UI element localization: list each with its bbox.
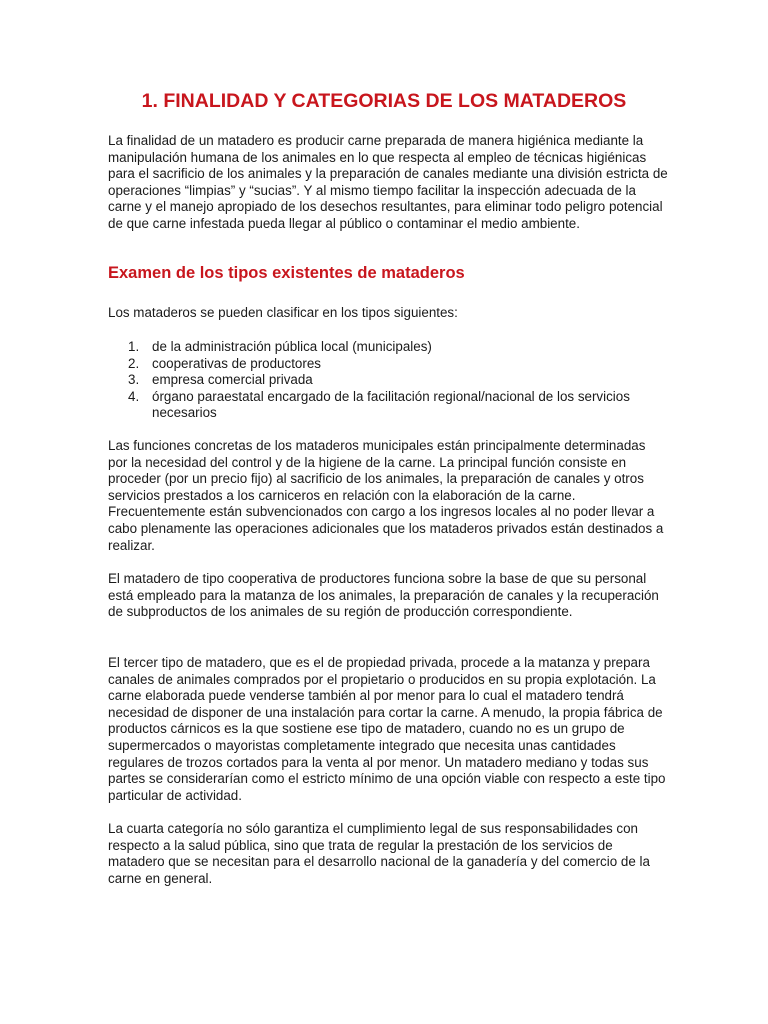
- list-item-number: 3.: [128, 372, 140, 388]
- list-intro: Los mataderos se pueden clasificar en los tipos siguientes:: [108, 305, 458, 320]
- cooperative-block: [108, 571, 668, 621]
- list-item: [108, 356, 668, 373]
- section-heading-block: [108, 264, 668, 283]
- paragraph-municipal: Las funciones concretas de los mataderos municipales están principalmente determinadas por la necesidad del control y de la higiene de la carne. La principal función consiste en proceder (por un precio fijo) al sacrificio de los animales, la preparación de canales y otros servicios prestados a los carniceros en relación con la elaboración de la carne. Frecuentemente están subvencionados con cargo a los ingresos locales al no poder llevar a cabo plenamente las operaciones adicionales que los mataderos privados están destinados a realizar.: [108, 438, 664, 553]
- list-item-text: cooperativas de productores: [152, 355, 321, 371]
- paragraph-parastatal: La cuarta categoría no sólo garantiza el cumplimiento legal de sus responsabilidades con respecto a la salud pública, sino que trata de regular la prestación de los servicios de matadero que se necesitan para el desarrollo nacional de la ganadería y del comercio de la carne en general.: [108, 821, 650, 886]
- paragraph-cooperative: El matadero de tipo cooperativa de productores funciona sobre la base de que su personal está empleado para la matanza de los animales, la preparación de canales y la recuperación de subproductos de los animales de su región de producción correspondiente.: [108, 571, 659, 620]
- municipal-block: [108, 438, 668, 554]
- section-heading: Examen de los tipos existentes de mataderos: [108, 264, 465, 282]
- list-item-number: 1.: [128, 339, 140, 354]
- parastatal-block: [108, 821, 668, 887]
- private-block: [108, 655, 668, 804]
- list-item: [108, 372, 668, 389]
- page-title: 1. FINALIDAD Y CATEGORIAS DE LOS MATADEROS: [141, 90, 627, 112]
- types-list: [108, 339, 668, 422]
- types-list-block: [108, 339, 668, 422]
- list-item-number: 2.: [128, 355, 140, 371]
- list-item: [108, 389, 668, 422]
- list-item-text: de la administración pública local (municipales): [152, 339, 432, 354]
- list-item-text: empresa comercial privada: [152, 372, 313, 388]
- list-item-text: órgano paraestatal encargado de la facilitación regional/nacional de los servicios necesarios: [152, 388, 630, 421]
- list-intro-block: [108, 305, 668, 322]
- intro-paragraph: La finalidad de un matadero es producir carne preparada de manera higiénica mediante la manipulación humana de los animales en lo que respecta al empleo de técnicas higiénicas para el sacrificio de los animales y la preparación de canales mediante una división estricta de operaciones “limpias” y “sucias”. Y al mismo tiempo facilitar la inspección adecuada de la carne y el manejo apropiado de los desechos resultantes, para eliminar todo peligro potencial de que carne infestada pueda llegar al público o contaminar el medio ambiente.: [108, 133, 668, 231]
- list-item-number: 4.: [128, 388, 140, 404]
- list-item: [108, 339, 668, 356]
- intro-block: [108, 133, 668, 233]
- paragraph-private: El tercer tipo de matadero, que es el de propiedad privada, procede a la matanza y prepara canales de animales comprados por el propietario o producidos en su propia explotación. La carne elaborada puede venderse también al por menor para lo cual el matadero tendrá necesidad de disponer de una instalación para cortar la carne. A menudo, la propia fábrica de productos cárnicos es la que sostiene ese tipo de matadero, cuando no es un grupo de supermercados o mayoristas completamente integrado que necesita unas cantidades regulares de trozos cortados para la venta al por menor. Un matadero mediano y todas sus partes se considerarían como el estricto mínimo de una opción viable con respecto a este tipo particular de actividad.: [108, 655, 666, 803]
